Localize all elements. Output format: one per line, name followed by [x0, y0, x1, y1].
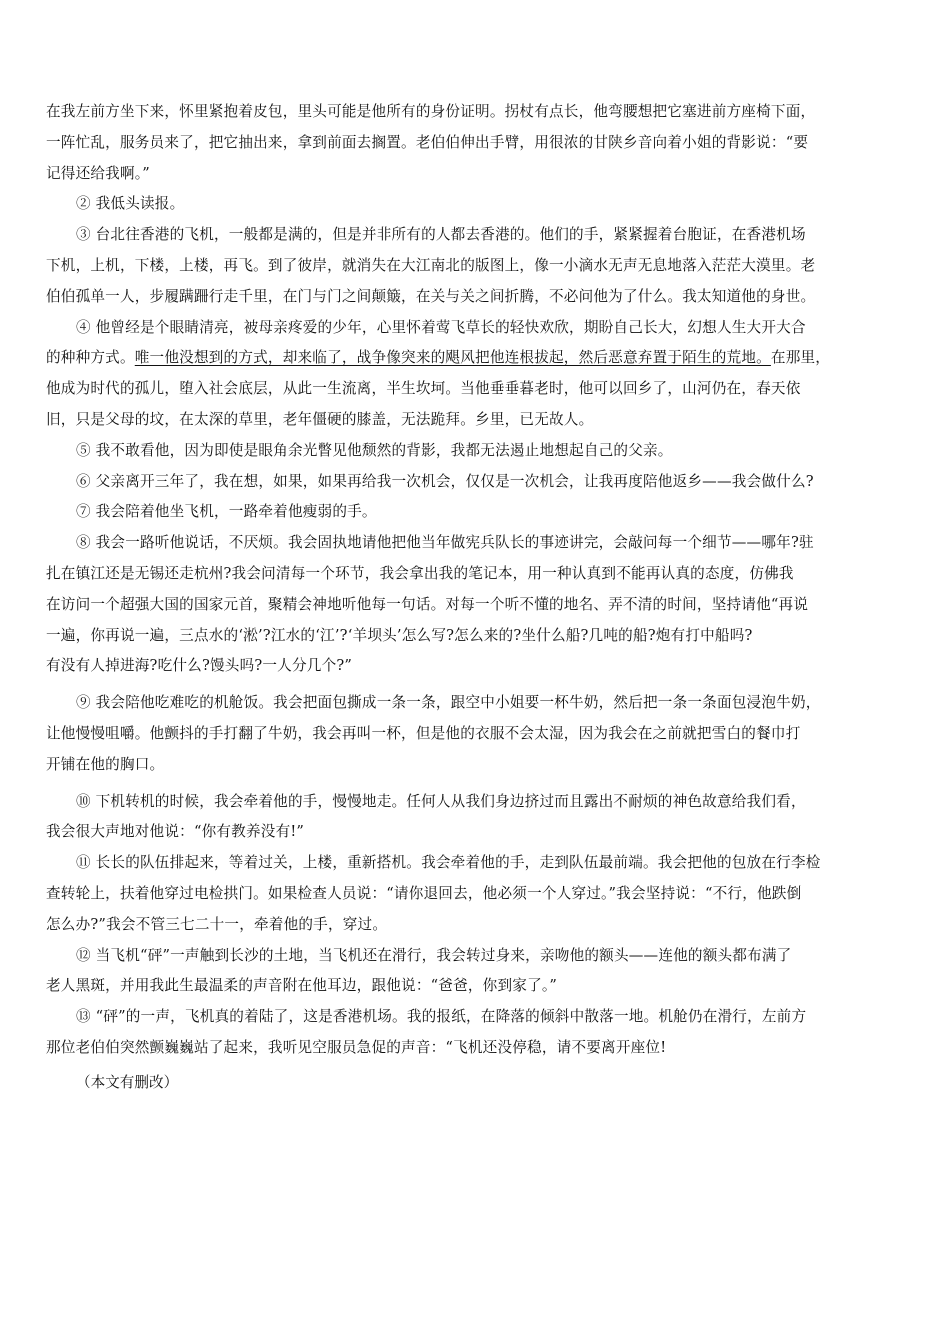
- text-line: 我会很大声地对他说：“你有教养没有!”: [46, 823, 305, 841]
- text-line: 伯伯孤单一人，步履蹒跚行走千里，在门与门之间颠簸，在关与关之间折腾，不必问他为了什么。我太知道他的身世。: [46, 287, 816, 305]
- text-line: 老人黑斑，并用我此生最温柔的声音附在他耳边，跟他说：“爸爸，你到家了。”: [46, 977, 558, 995]
- text-line: ④ 他曾经是个眼睛清亮，被母亲疼爱的少年，心里怀着莺飞草长的轻快欢欣，期盼自己长大，幻想人生大开大合: [76, 318, 806, 336]
- text-line: ⑦ 我会陪着他坐飞机，一路牵着他瘦弱的手。: [76, 503, 377, 521]
- text-line: 那位老伯伯突然颤巍巍站了起来，我听见空服员急促的声音：“飞机还没停稳，请不要离开座位!: [46, 1038, 667, 1056]
- text-line: 查转轮上，扶着他穿过电检拱门。如果检查人员说：“请你退回去，他必须一个人穿过。”我会坚持说：“不行，他跌倒: [46, 884, 802, 902]
- text-line: 一阵忙乱，服务员来了，把它抽出来，拿到前面去搁置。老伯伯伸出手臂，用很浓的甘陕乡音向着小姐的背影说：“要: [46, 133, 809, 151]
- paragraph-5: [46, 436, 912, 467]
- paragraph-4: [46, 313, 912, 436]
- underlined-sentence: 唯一他没想到的方式，却来临了，战争像突来的飓风把他连根拔起，然后恶意弃置于陌生的荒地。: [134, 349, 771, 367]
- text-line: 有没有人掉进海?吃什么?馒头吗?一人分几个?”: [46, 657, 353, 675]
- paragraph-opening: [46, 97, 912, 189]
- text-line: 开铺在他的胸口。: [46, 755, 165, 773]
- text-line: ⑧ 我会一路听他说话，不厌烦。我会固执地请他把他当年做宪兵队长的事迹讲完，会敲问每一个细节——哪年?驻: [76, 534, 814, 552]
- text-line: ⑪ 长长的队伍排起来，等着过关，上楼，重新搭机。我会牵着他的手，走到队伍最前端。我会把他的包放在行李检: [76, 854, 821, 872]
- text-line: 在访问一个超强大国的国家元首，聚精会神地听他每一句话。对每一个听不懂的地名、弄不清的时间，坚持请他“再说: [46, 595, 809, 613]
- paragraph-13: [46, 1002, 912, 1064]
- text-line: ⑥ 父亲离开三年了，我在想，如果，如果再给我一次机会，仅仅是一次机会，让我再度陪他返乡——我会做什么?: [76, 472, 814, 490]
- text-segment: 的种种方式。: [46, 349, 135, 367]
- text-line: 让他慢慢咀嚼。他颤抖的手打翻了牛奶，我会再叫一杯，但是他的衣服不会太湿，因为我会在之前就把雪白的餐巾打: [46, 724, 801, 742]
- text-line: 在我左前方坐下来，怀里紧抱着皮包，里头可能是他所有的身份证明。拐杖有点长，他弯腰想把它塞进前方座椅下面，: [46, 103, 816, 120]
- text-line: 扎在镇江还是无锡还走杭州?我会问清每一个环节，我会拿出我的笔记本，用一种认真到不能再认真的态度，仿佛我: [46, 564, 794, 582]
- text-line: 记得还给我啊。”: [46, 164, 150, 182]
- source-note: （本文有删改）: [76, 1073, 179, 1091]
- text-line: 旧，只是父母的坟，在太深的草里，老年僵硬的膝盖，无法跪拜。乡里，已无故人。: [46, 410, 594, 428]
- text-line: ⑨ 我会陪他吃难吃的机舱饭。我会把面包撕成一条一条，跟空中小姐要一杯牛奶，然后把一条一条面包浸泡牛奶，: [76, 694, 821, 712]
- text-line: 下机，上机，下楼，上楼，再飞。到了彼岸，就消失在大江南北的版图上，像一小滴水无声无息地落入茫茫大漠里。老: [46, 256, 816, 274]
- text-line: ③ 台北往香港的飞机，一般都是满的，但是并非所有的人都去香港的。他们的手，紧紧握着台胞证，在香港机场: [76, 226, 806, 244]
- text-line: [46, 343, 912, 374]
- text-line: 怎么办?”我会不管三七二十一，牵着他的手，穿过。: [46, 915, 388, 933]
- text-segment: 在那里，: [770, 349, 831, 367]
- text-line: ⑩ 下机转机的时候，我会牵着他的手，慢慢地走。任何人从我们身边挤过而且露出不耐烦的神色故意给我们看，: [76, 792, 806, 810]
- article-body: [46, 97, 912, 1099]
- paragraph-10: [46, 787, 912, 849]
- paragraph-9: [46, 688, 912, 780]
- text-line: ⑤ 我不敢看他，因为即使是眼角余光瞥见他颓然的背影，我都无法遏止地想起自己的父亲。: [76, 441, 673, 459]
- paragraph-2: [46, 189, 912, 220]
- text-line: 一遍，你再说一遍，三点水的‘淞’?江水的‘江’?‘羊坝头’怎么写?怎么来的?坐什么船?几吨的船?炮有打中船吗?: [46, 626, 753, 644]
- text-line: ⑬ “砰”的一声，飞机真的着陆了，这是香港机场。我的报纸，在降落的倾斜中散落一地。机舱仍在滑行，左前方: [76, 1008, 807, 1026]
- paragraph-6: [46, 467, 912, 498]
- paragraph-3: [46, 220, 912, 312]
- text-line: 他成为时代的孤儿，堕入社会底层，从此一生流离，半生坎坷。当他垂垂暮老时，他可以回乡了，山河仍在，春天依: [46, 380, 801, 398]
- paragraph-8: [46, 528, 912, 682]
- paragraph-12: [46, 941, 912, 1003]
- paragraph-7: [46, 497, 912, 528]
- paragraph-11: [46, 848, 912, 940]
- text-line: ② 我低头读报。: [76, 195, 185, 213]
- text-line: ⑫ 当飞机“砰”一声触到长沙的土地，当飞机还在滑行，我会转过身来，亲吻他的额头——连他的额头都布满了: [76, 946, 792, 964]
